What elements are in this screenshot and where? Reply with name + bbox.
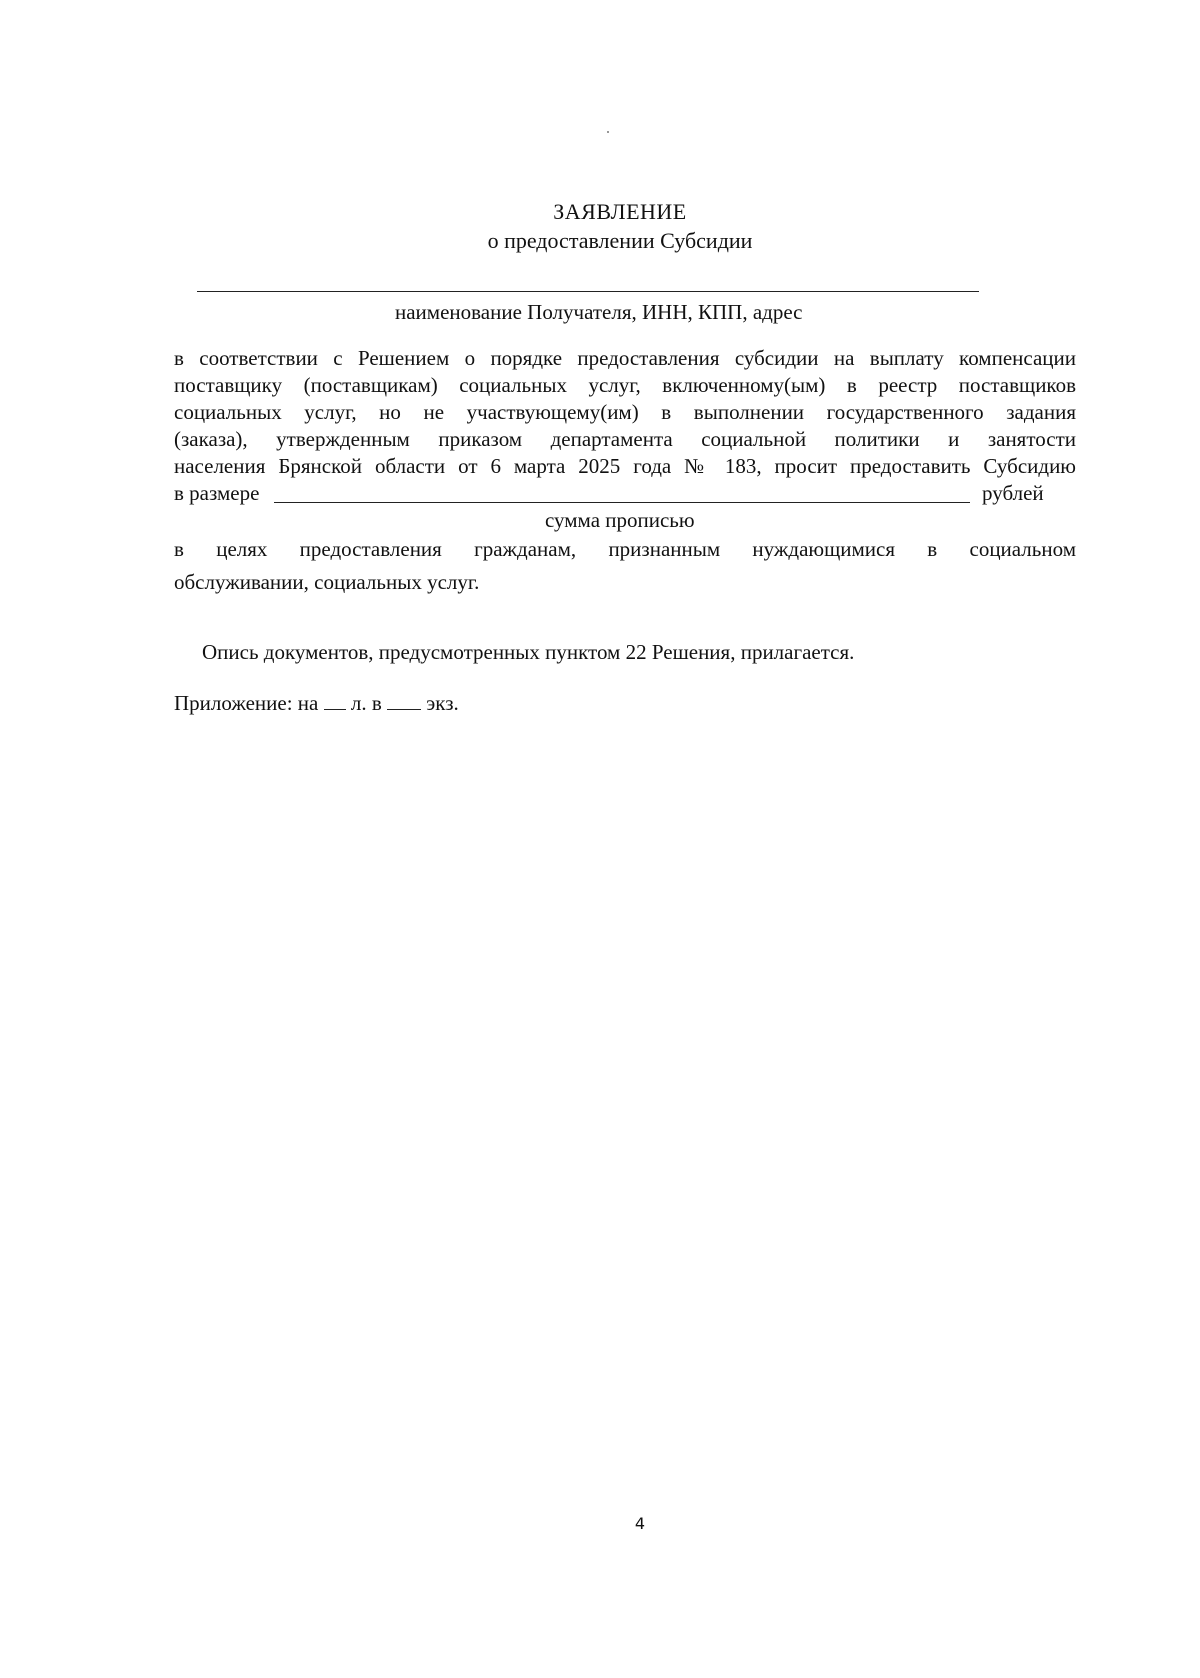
- copies-blank: [387, 691, 421, 710]
- scan-speck: [607, 131, 609, 133]
- body-line: поставщику (поставщикам) социальных услуг, включенному(ым) в реестр поставщиков: [174, 373, 1076, 397]
- body-line: социальных услуг, но не участвующему(им) в выполнении государственного задания: [174, 400, 1076, 424]
- document-subtitle: о предоставлении Субсидии: [487, 228, 753, 253]
- document-title: ЗАЯВЛЕНИЕ: [553, 199, 687, 224]
- purpose-paragraph: [174, 533, 1076, 599]
- inventory-note: Опись документов, предусмотренных пунктом 22 Решения, прилагается.: [202, 640, 855, 664]
- amount-blank-line: [274, 502, 970, 503]
- amount-prefix: в размере: [174, 481, 260, 505]
- body-line: населения Брянской области от 6 марта 2025 года № 183, просит предоставить Субсидию: [174, 454, 1076, 478]
- page-number: 4: [634, 1514, 646, 1533]
- body-line: (заказа), утвержденным приказом департамента социальной политики и занятости: [174, 427, 1076, 451]
- amount-suffix: рублей: [982, 481, 1044, 505]
- recipient-blank-line: [197, 291, 979, 292]
- attachment-label: Приложение: на: [174, 691, 319, 715]
- copies-unit: экз.: [426, 691, 459, 715]
- purpose-line: обслуживании, социальных услуг.: [174, 570, 480, 594]
- purpose-line: в целях предоставления гражданам, признанным нуждающимися в социальном: [174, 537, 1076, 561]
- amount-caption: сумма прописью: [545, 508, 695, 532]
- body-paragraph: [174, 345, 1076, 480]
- sheets-blank: [324, 691, 346, 710]
- sheets-unit: л. в: [350, 691, 382, 715]
- body-line: в соответствии с Решением о порядке предоставления субсидии на выплату компенсации: [174, 346, 1076, 370]
- recipient-caption: наименование Получателя, ИНН, КПП, адрес: [395, 300, 803, 324]
- amount-row: [174, 480, 1076, 507]
- attachment-line: [174, 690, 459, 717]
